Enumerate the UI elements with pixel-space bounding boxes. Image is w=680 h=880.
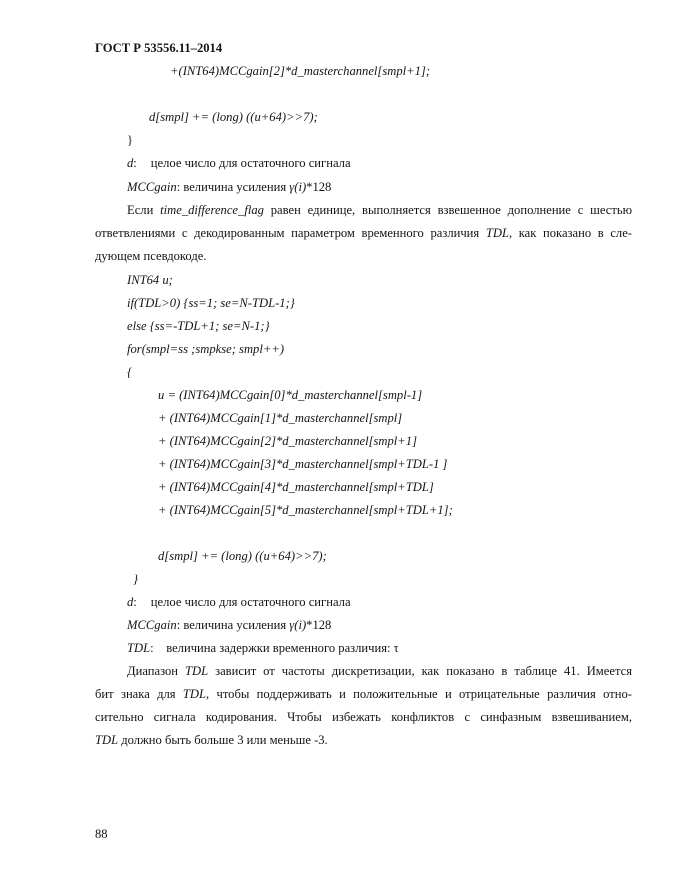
definition-term: TDL [127, 641, 151, 655]
definition-tdl [127, 640, 399, 656]
definition-term: d [127, 156, 134, 170]
document-header: ГОСТ Р 53556.11–2014 [95, 41, 223, 55]
definition-separator: : [133, 156, 137, 170]
gamma-symbol: γ(i) [289, 180, 307, 194]
text: равен единице, выполняется взвешенное дополнение с шестью [263, 203, 632, 217]
definition-text: *128 [306, 618, 332, 632]
paragraph-line [95, 686, 632, 702]
code-line: + (INT64)MCCgain[3]*d_masterchannel[smpl+TDL-1 ] [158, 457, 448, 471]
definition-text: : величина усиления [176, 180, 290, 194]
paragraph-line [95, 732, 328, 748]
text: ответвлениями с декодированным параметром временного различия [95, 226, 486, 240]
code-line: INT64 u; [127, 273, 173, 287]
definition-d [127, 155, 351, 171]
code-line: +(INT64)MCCgain[2]*d_masterchannel[smpl+1]; [170, 64, 431, 78]
definition-term: d [127, 595, 134, 609]
definition-mccgain [127, 617, 331, 633]
term-tdl: TDL [485, 226, 509, 240]
definition-text: : величина задержки временного различия: τ [150, 641, 399, 655]
code-line: } [133, 572, 139, 586]
definition-separator: : [133, 595, 137, 609]
code-line: else {ss=-TDL+1; se=N-1;} [127, 319, 270, 333]
text: Если [127, 203, 161, 217]
term-tdl: TDL [95, 733, 119, 747]
definition-text: целое число для остаточного сигнала [150, 595, 351, 609]
definition-mccgain [127, 179, 331, 195]
code-line: u = (INT64)MCCgain[0]*d_masterchannel[smpl-1] [158, 388, 423, 402]
code-line: + (INT64)MCCgain[2]*d_masterchannel[smpl+1] [158, 434, 417, 448]
definition-text: *128 [306, 180, 332, 194]
text: должно быть больше 3 или меньше -3. [118, 733, 328, 747]
text: , как показано в сле- [508, 226, 632, 240]
flag-name: time_difference_flag [160, 203, 264, 217]
text: Диапазон [127, 664, 186, 678]
code-line: if(TDL>0) {ss=1; se=N-TDL-1;} [127, 296, 295, 310]
definition-term: MCCgain [127, 618, 177, 632]
paragraph-line: дующем псевдокоде. [95, 249, 207, 263]
text: , чтобы поддерживать и положительные и отрицательные различия отно- [206, 687, 633, 701]
code-line: + (INT64)MCCgain[1]*d_masterchannel[smpl] [158, 411, 403, 425]
definition-term: MCCgain [127, 180, 177, 194]
code-line: d[smpl] += (long) ((u+64)>>7); [158, 549, 327, 563]
paragraph-line: сительно сигнала кодирования. Чтобы избежать конфликтов с синфазным взвешиванием, [95, 710, 632, 724]
code-line: for(smpl=ss ;smpkse; smpl++) [127, 342, 285, 356]
text: бит знака для [95, 687, 183, 701]
gamma-symbol: γ(i) [289, 618, 307, 632]
code-line: + (INT64)MCCgain[4]*d_masterchannel[smpl+TDL] [158, 480, 434, 494]
definition-d [127, 594, 351, 610]
code-line: { [127, 365, 133, 379]
page-number: 88 [95, 827, 108, 841]
definition-text: : величина усиления [176, 618, 290, 632]
code-line: + (INT64)MCCgain[5]*d_masterchannel[smpl+TDL+1]; [158, 503, 453, 517]
code-line: } [127, 133, 134, 147]
term-tdl: TDL [182, 687, 207, 701]
term-tdl: TDL [185, 664, 209, 678]
text: зависит от частоты дискретизации, как показано в таблице 41. Имеется [208, 664, 633, 678]
paragraph-line [127, 663, 632, 679]
paragraph-line [127, 202, 632, 218]
code-line: d[smpl] += (long) ((u+64)>>7); [149, 110, 318, 124]
paragraph-line [95, 225, 632, 241]
definition-text: целое число для остаточного сигнала [150, 156, 351, 170]
